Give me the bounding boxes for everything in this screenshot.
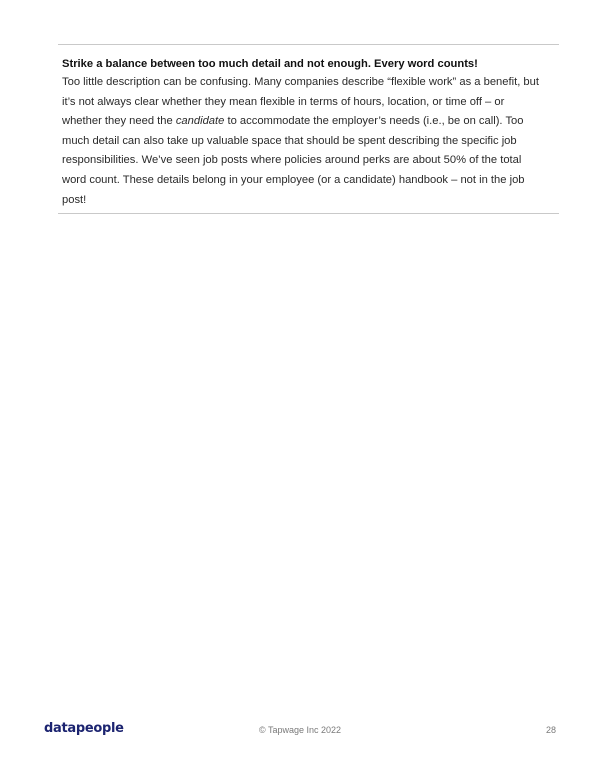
bottom-divider [58, 213, 559, 214]
page-number: 28 [545, 725, 556, 735]
tip-body-text-1: Too little description can be confusing. Many companies describe “flexible work” as a benefit, but it’s not always clear whether they mean flexible in terms of hours, location, or time off – or whether they need the [62, 76, 539, 128]
datapeople-logo: datapeople [44, 721, 124, 736]
top-divider [58, 44, 559, 45]
tip-body-text-2: to accommodate the employer’s needs (i.e., be on call). Too much detail can also take up valuable space that should be spent describing the specific job responsibilities. We’ve seen job posts where policies around perks are about 50% of the total word count. These details belong in your employee (or a candidate) handbook – not in the job post! [62, 115, 525, 206]
tip-heading: Strike a balance between too much detail and not enough. Every word counts! [62, 58, 478, 70]
tip-callout [62, 55, 542, 210]
copyright-notice: © Tapwage Inc 2022 [258, 725, 342, 735]
tip-body [62, 73, 542, 210]
tip-body-emphasis: candidate [175, 115, 225, 128]
